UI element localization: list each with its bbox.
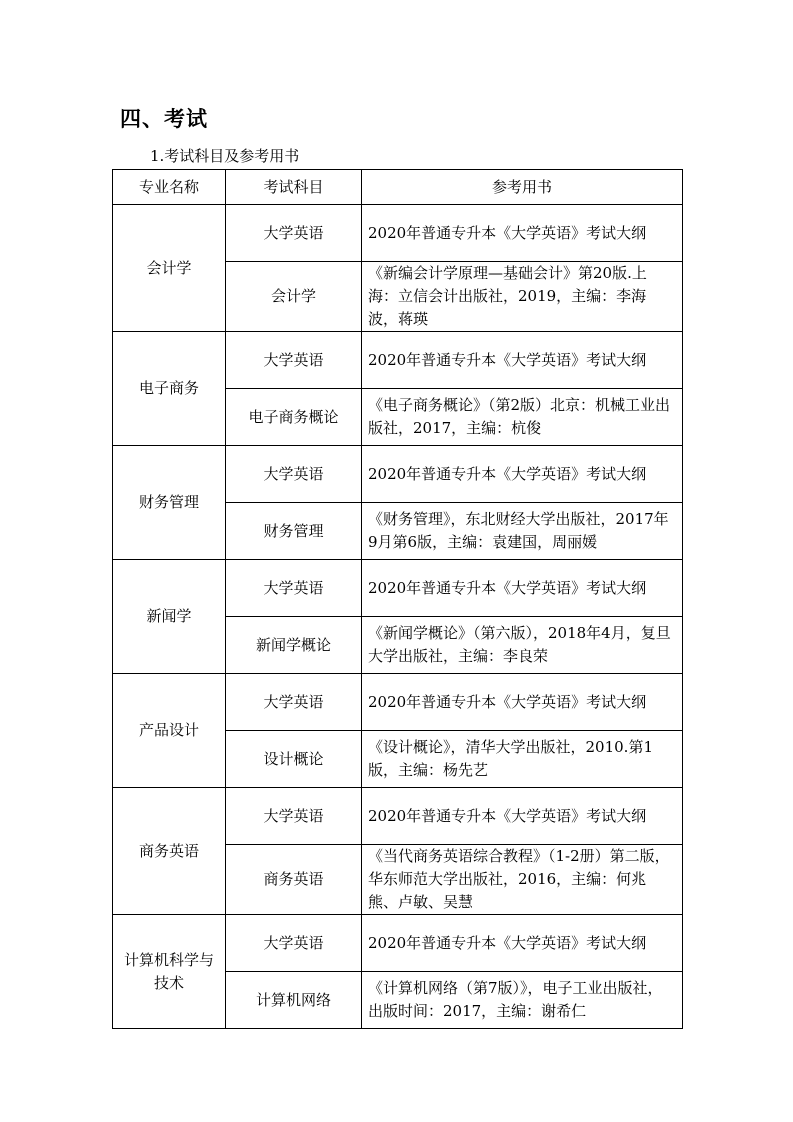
reference-book-cell: 《新闻学概论》（第六版），2018年4月，复旦大学出版社，主编：李良荣 xyxy=(362,617,683,674)
reference-book-cell: 2020年普通专升本《大学英语》考试大纲 xyxy=(362,674,683,731)
subject-cell: 大学英语 xyxy=(226,446,362,503)
table-row xyxy=(113,674,683,731)
subject-cell: 大学英语 xyxy=(226,788,362,845)
reference-book-cell: 2020年普通专升本《大学英语》考试大纲 xyxy=(362,915,683,972)
subject-cell: 商务英语 xyxy=(226,845,362,915)
subject-cell: 设计概论 xyxy=(226,731,362,788)
reference-book-cell: 2020年普通专升本《大学英语》考试大纲 xyxy=(362,560,683,617)
table-row xyxy=(113,446,683,503)
subject-cell: 大学英语 xyxy=(226,332,362,389)
table-caption: 1.考试科目及参考用书 xyxy=(150,147,300,165)
table-row xyxy=(113,205,683,262)
subject-cell: 电子商务概论 xyxy=(226,389,362,446)
reference-book-cell: 《电子商务概论》（第2版）北京：机械工业出版社，2017，主编：杭俊 xyxy=(362,389,683,446)
subject-cell: 大学英语 xyxy=(226,560,362,617)
major-cell: 商务英语 xyxy=(113,788,226,915)
major-cell: 财务管理 xyxy=(113,446,226,560)
major-cell: 产品设计 xyxy=(113,674,226,788)
subject-cell: 大学英语 xyxy=(226,915,362,972)
reference-book-cell: 《计算机网络（第7版）》，电子工业出版社，出版时间：2017，主编：谢希仁 xyxy=(362,972,683,1029)
reference-book-cell: 2020年普通专升本《大学英语》考试大纲 xyxy=(362,446,683,503)
table-row xyxy=(113,915,683,972)
reference-book-cell: 《设计概论》，清华大学出版社，2010.第1版，主编：杨先艺 xyxy=(362,731,683,788)
subject-cell: 大学英语 xyxy=(226,674,362,731)
exam-subjects-table xyxy=(112,169,683,1029)
major-cell: 计算机科学与技术 xyxy=(113,915,226,1029)
table-row xyxy=(113,332,683,389)
major-cell: 新闻学 xyxy=(113,560,226,674)
table-row xyxy=(113,788,683,845)
header-reference-book: 参考用书 xyxy=(362,170,683,205)
header-major: 专业名称 xyxy=(113,170,226,205)
reference-book-cell: 《新编会计学原理—基础会计》第20版.上海：立信会计出版社，2019，主编：李海波，蒋瑛 xyxy=(362,262,683,332)
subject-cell: 大学英语 xyxy=(226,205,362,262)
subject-cell: 财务管理 xyxy=(226,503,362,560)
reference-book-cell: 《财务管理》，东北财经大学出版社，2017年9月第6版，主编：袁建国，周丽媛 xyxy=(362,503,683,560)
table-header-row xyxy=(113,170,683,205)
header-subject: 考试科目 xyxy=(226,170,362,205)
reference-book-cell: 2020年普通专升本《大学英语》考试大纲 xyxy=(362,332,683,389)
subject-cell: 计算机网络 xyxy=(226,972,362,1029)
major-cell: 电子商务 xyxy=(113,332,226,446)
subject-cell: 新闻学概论 xyxy=(226,617,362,674)
subject-cell: 会计学 xyxy=(226,262,362,332)
section-heading: 四、考试 xyxy=(120,107,208,131)
major-cell: 会计学 xyxy=(113,205,226,332)
table-row xyxy=(113,560,683,617)
reference-book-cell: 《当代商务英语综合教程》（1-2册）第二版，华东师范大学出版社，2016，主编：何兆熊、卢敏、吴慧 xyxy=(362,845,683,915)
reference-book-cell: 2020年普通专升本《大学英语》考试大纲 xyxy=(362,788,683,845)
reference-book-cell: 2020年普通专升本《大学英语》考试大纲 xyxy=(362,205,683,262)
